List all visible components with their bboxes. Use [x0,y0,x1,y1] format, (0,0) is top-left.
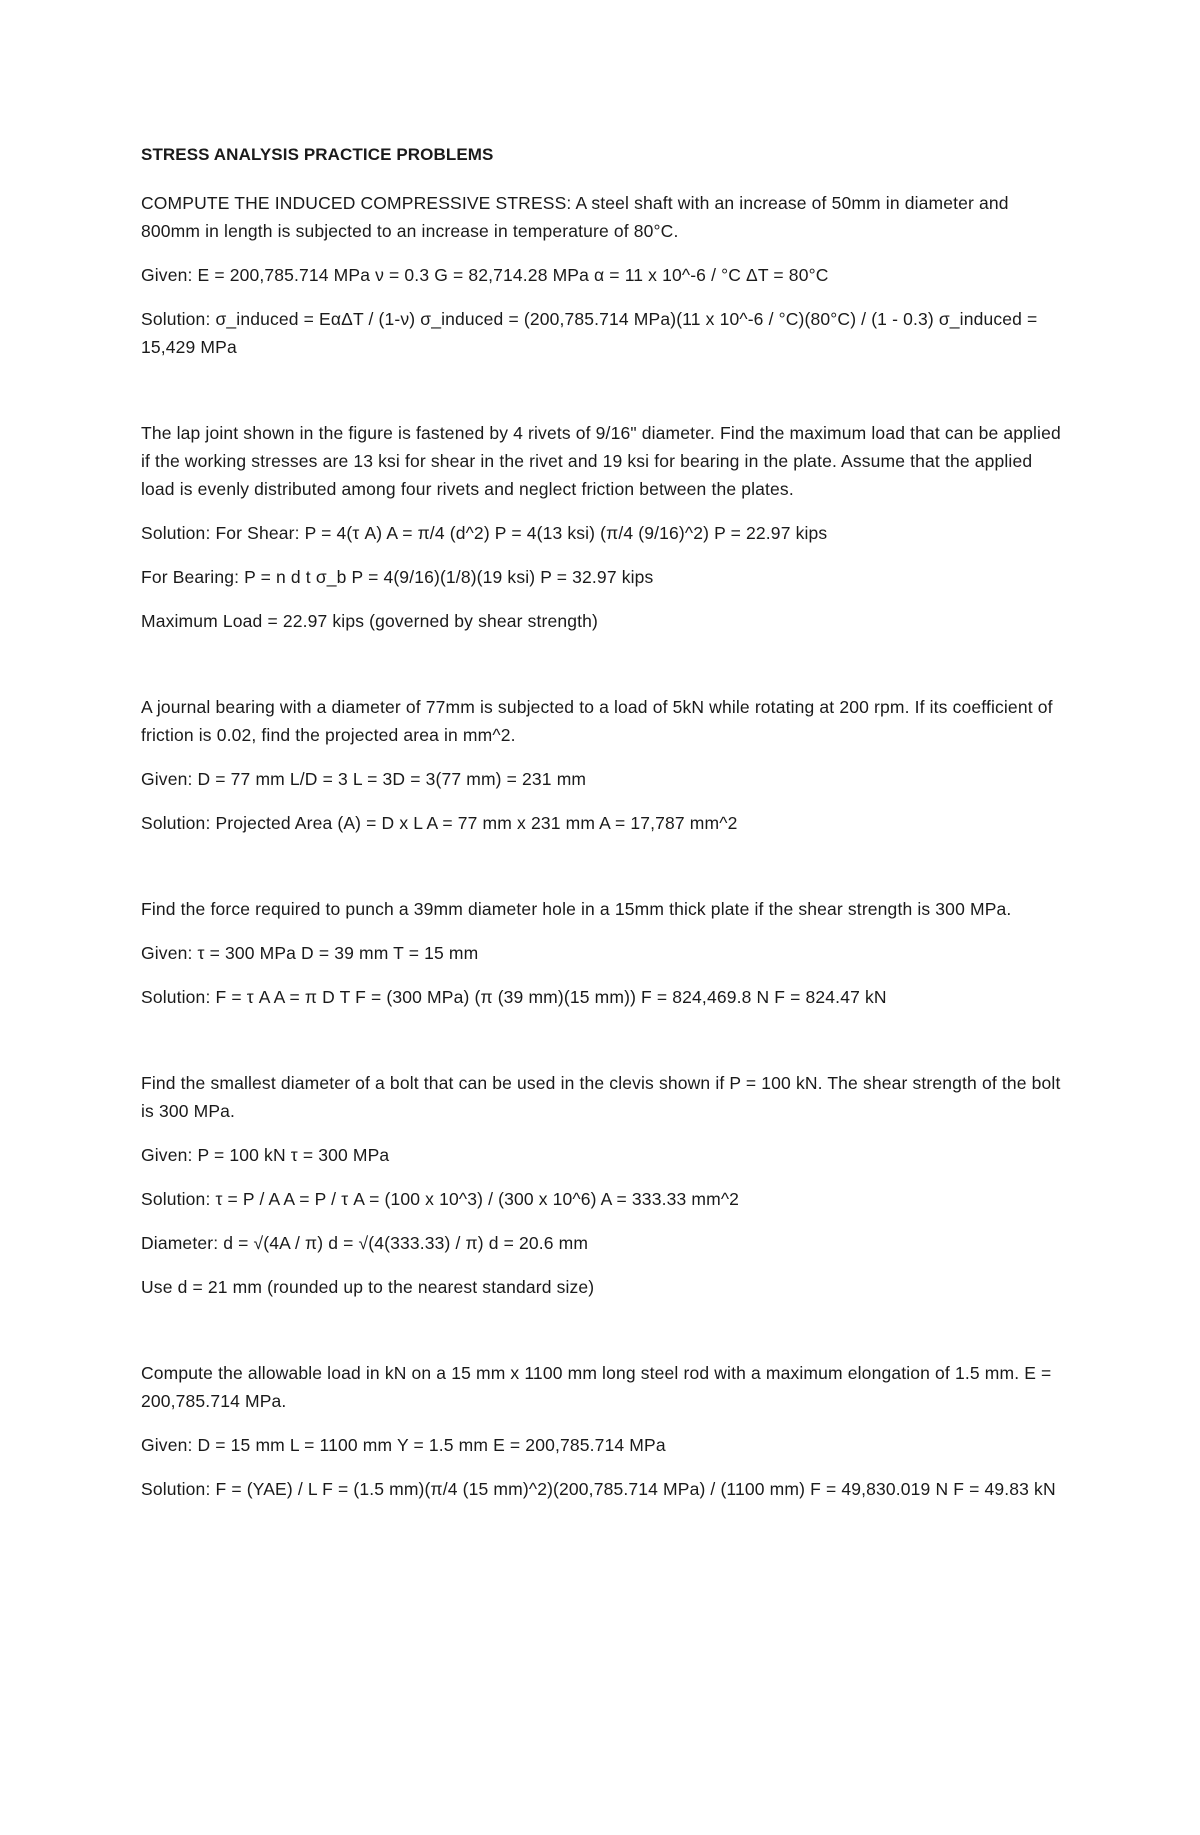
solution-line: Solution: F = (YAE) / L F = (1.5 mm)(π/4 (15 mm)^2)(200,785.714 MPa) / (1100 mm) F = 49,830.019 N F = 49.83 kN [141,1479,1056,1499]
problem-statement: COMPUTE THE INDUCED COMPRESSIVE STRESS: A steel shaft with an increase of 50mm in diameter and 800mm in length is subjected to an increase in temperature of 80°C. [141,193,1009,241]
result-line: Maximum Load = 22.97 kips (governed by shear strength) [141,611,599,631]
problem-1 [141,189,1070,361]
solution-line: Solution: For Shear: P = 4(τ A) A = π/4 (d^2) P = 4(13 ksi) (π/4 (9/16)^2) P = 22.97 kips [141,523,828,543]
problem-6 [141,1359,1070,1503]
given-line: Given: D = 15 mm L = 1100 mm Y = 1.5 mm E = 200,785.714 MPa [141,1435,666,1455]
problem-statement: The lap joint shown in the figure is fastened by 4 rivets of 9/16" diameter. Find the maximum load that can be applied if the working stresses are 13 ksi for shear in the rivet and 19 ksi for bearing in the plate. Assume that the applied load is evenly distributed among four rivets and neglect friction between the plates. [141,423,1061,499]
problem-statement: Find the smallest diameter of a bolt that can be used in the clevis shown if P = 100 kN. The shear strength of the bolt is 300 MPa. [141,1073,1061,1121]
solution-line: Solution: Projected Area (A) = D x L A = 77 mm x 231 mm A = 17,787 mm^2 [141,813,738,833]
given-line: Given: D = 77 mm L/D = 3 L = 3D = 3(77 mm) = 231 mm [141,769,587,789]
solution-line: For Bearing: P = n d t σ_b P = 4(9/16)(1/8)(19 ksi) P = 32.97 kips [141,567,654,587]
solution-line: Diameter: d = √(4A / π) d = √(4(333.33) / π) d = 20.6 mm [141,1233,589,1253]
solution-line: Solution: τ = P / A A = P / τ A = (100 x 10^3) / (300 x 10^6) A = 333.33 mm^2 [141,1189,740,1209]
given-line: Given: P = 100 kN τ = 300 MPa [141,1145,390,1165]
problem-statement: Compute the allowable load in kN on a 15 mm x 1100 mm long steel rod with a maximum elongation of 1.5 mm. E = 200,785.714 MPa. [141,1363,1052,1411]
document-title: STRESS ANALYSIS PRACTICE PROBLEMS [141,145,494,164]
problem-3 [141,693,1070,837]
given-line: Given: τ = 300 MPa D = 39 mm T = 15 mm [141,943,479,963]
problem-2 [141,419,1070,635]
problem-5 [141,1069,1070,1301]
problem-4 [141,895,1070,1011]
solution-line: Solution: σ_induced = EαΔT / (1-ν) σ_induced = (200,785.714 MPa)(11 x 10^-6 / °C)(80°C) / (1 - 0.3) σ_induced = 15,429 MPa [141,309,1038,357]
problem-statement: A journal bearing with a diameter of 77mm is subjected to a load of 5kN while rotating at 200 rpm. If its coefficient of friction is 0.02, find the projected area in mm^2. [141,697,1053,745]
given-line: Given: E = 200,785.714 MPa ν = 0.3 G = 82,714.28 MPa α = 11 x 10^-6 / °C ΔT = 80°C [141,265,829,285]
solution-line: Solution: F = τ A A = π D T F = (300 MPa) (π (39 mm)(15 mm)) F = 824,469.8 N F = 824.47 kN [141,987,887,1007]
problem-statement: Find the force required to punch a 39mm diameter hole in a 15mm thick plate if the shear strength is 300 MPa. [141,899,1012,919]
result-line: Use d = 21 mm (rounded up to the nearest standard size) [141,1277,595,1297]
